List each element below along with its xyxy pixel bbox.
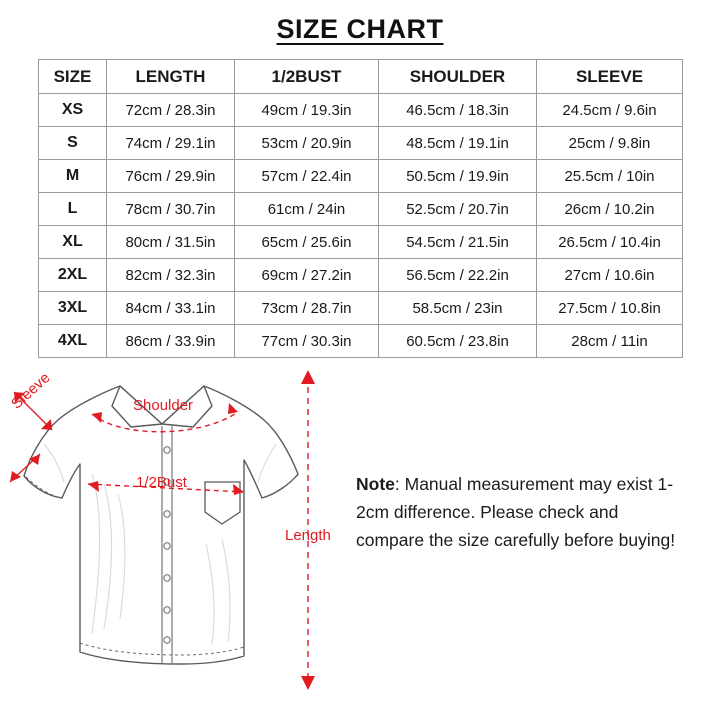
measurement-diagram-section bbox=[0, 358, 720, 718]
shirt-illustration bbox=[0, 364, 345, 714]
cell-length: 76cm / 29.9in bbox=[107, 160, 235, 193]
cell-shoulder: 46.5cm / 18.3in bbox=[379, 94, 537, 127]
table-row bbox=[39, 160, 683, 193]
table-row bbox=[39, 226, 683, 259]
cell-halfbust: 53cm / 20.9in bbox=[235, 127, 379, 160]
annotation-length: Length bbox=[285, 527, 331, 544]
cell-shoulder: 56.5cm / 22.2in bbox=[379, 259, 537, 292]
cell-sleeve: 27.5cm / 10.8in bbox=[537, 292, 683, 325]
column-header-halfbust: 1/2BUST bbox=[235, 60, 379, 94]
cell-length: 86cm / 33.9in bbox=[107, 325, 235, 358]
cell-size: 3XL bbox=[39, 292, 107, 325]
column-header-size: SIZE bbox=[39, 60, 107, 94]
cell-size: 2XL bbox=[39, 259, 107, 292]
cell-length: 82cm / 32.3in bbox=[107, 259, 235, 292]
table-row bbox=[39, 127, 683, 160]
table-header-row bbox=[39, 60, 683, 94]
cell-sleeve: 25cm / 9.8in bbox=[537, 127, 683, 160]
cell-size: XL bbox=[39, 226, 107, 259]
size-chart-table bbox=[38, 59, 683, 358]
cell-length: 72cm / 28.3in bbox=[107, 94, 235, 127]
cell-shoulder: 52.5cm / 20.7in bbox=[379, 193, 537, 226]
table-row bbox=[39, 94, 683, 127]
cell-size: S bbox=[39, 127, 107, 160]
cell-length: 74cm / 29.1in bbox=[107, 127, 235, 160]
cell-halfbust: 57cm / 22.4in bbox=[235, 160, 379, 193]
cell-shoulder: 60.5cm / 23.8in bbox=[379, 325, 537, 358]
cell-sleeve: 24.5cm / 9.6in bbox=[537, 94, 683, 127]
table-row bbox=[39, 325, 683, 358]
note-text bbox=[356, 470, 686, 554]
cell-shoulder: 50.5cm / 19.9in bbox=[379, 160, 537, 193]
cell-length: 78cm / 30.7in bbox=[107, 193, 235, 226]
note-label: Note bbox=[356, 474, 395, 494]
annotation-shoulder: Shoulder bbox=[133, 397, 194, 414]
cell-sleeve: 26.5cm / 10.4in bbox=[537, 226, 683, 259]
cell-halfbust: 65cm / 25.6in bbox=[235, 226, 379, 259]
cell-size: L bbox=[39, 193, 107, 226]
cell-halfbust: 49cm / 19.3in bbox=[235, 94, 379, 127]
cell-halfbust: 69cm / 27.2in bbox=[235, 259, 379, 292]
cell-halfbust: 77cm / 30.3in bbox=[235, 325, 379, 358]
cell-length: 80cm / 31.5in bbox=[107, 226, 235, 259]
cell-length: 84cm / 33.1in bbox=[107, 292, 235, 325]
page-title: SIZE CHART bbox=[276, 14, 444, 44]
size-chart-table-wrapper bbox=[0, 45, 720, 358]
note-body: : Manual measurement may exist 1-2cm difference. Please check and compare the size carefully before buying! bbox=[356, 474, 676, 550]
cell-halfbust: 73cm / 28.7in bbox=[235, 292, 379, 325]
cell-shoulder: 54.5cm / 21.5in bbox=[379, 226, 537, 259]
cell-sleeve: 27cm / 10.6in bbox=[537, 259, 683, 292]
cell-sleeve: 28cm / 11in bbox=[537, 325, 683, 358]
table-row bbox=[39, 292, 683, 325]
annotation-halfbust: 1/2Bust bbox=[136, 474, 187, 491]
table-row bbox=[39, 193, 683, 226]
column-header-length: LENGTH bbox=[107, 60, 235, 94]
cell-size: XS bbox=[39, 94, 107, 127]
cell-sleeve: 26cm / 10.2in bbox=[537, 193, 683, 226]
cell-sleeve: 25.5cm / 10in bbox=[537, 160, 683, 193]
annotation-sleeve: Sleeve bbox=[8, 369, 54, 413]
cell-shoulder: 48.5cm / 19.1in bbox=[379, 127, 537, 160]
table-row bbox=[39, 259, 683, 292]
cell-shoulder: 58.5cm / 23in bbox=[379, 292, 537, 325]
column-header-sleeve: SLEEVE bbox=[537, 60, 683, 94]
column-header-shoulder: SHOULDER bbox=[379, 60, 537, 94]
cell-halfbust: 61cm / 24in bbox=[235, 193, 379, 226]
cell-size: M bbox=[39, 160, 107, 193]
cell-size: 4XL bbox=[39, 325, 107, 358]
